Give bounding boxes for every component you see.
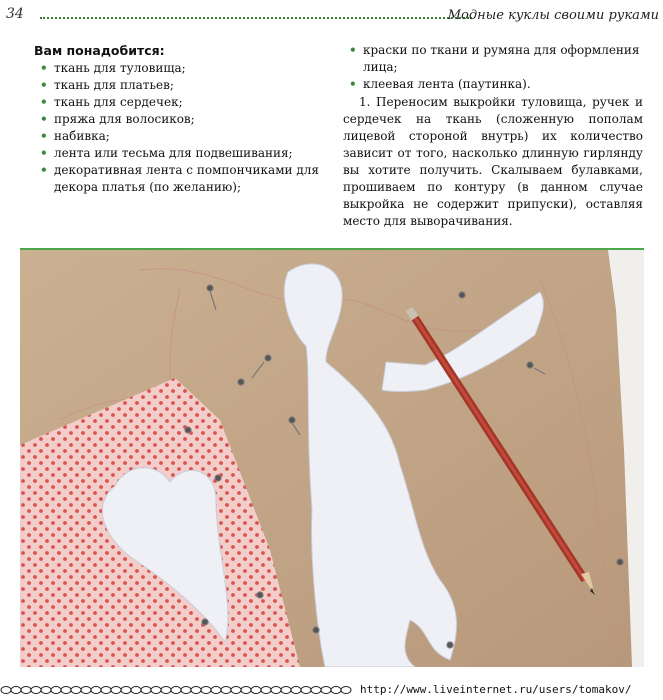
list-item: • клеевая лента (паутинка). [349,77,531,91]
photo-illustration [20,250,644,667]
bullet-icon: • [40,112,48,126]
page-number: 34 [6,6,24,22]
list-item: • краски по ткани и румяна для оформления лица; [349,43,640,74]
materials-heading: Вам понадобится: [34,43,165,58]
bullet-icon: • [40,61,48,75]
materials-list [34,60,330,196]
list-item: • набивка; [40,129,110,143]
list-item: • пряжа для волосиков; [40,112,195,126]
book-title: Модные куклы своими руками [447,8,659,23]
instruction-paragraph: 1. Переносим выкройки туловища, ручек и сердечек на ткань (сложенную пополам лицевой стороной внутрь) их количество зависит от того, насколько длинную гирлянду вы хотите получить. Скалываем булавками, прошиваем по контуру (в данном случае выкройка не содержит припуски), оставляя место для выворачивания. [343,95,643,228]
sewing-pattern-photo [20,248,644,667]
bullet-icon: • [40,163,48,177]
bullet-icon: • [349,43,357,57]
list-item: • ткань для платьев; [40,78,174,92]
list-item: • ткань для сердечек; [40,95,183,109]
bullet-icon: • [40,95,48,109]
source-url[interactable]: http://www.liveinternet.ru/users/tomakov/ [360,683,632,696]
materials-list-continued [343,42,643,93]
list-item: • лента или тесьма для подвешивания; [40,146,293,160]
header-rule [40,17,472,19]
bullet-icon: • [40,146,48,160]
list-item: • декоративная лента с помпончиками для декора платья (по желанию); [40,163,319,194]
list-item: • ткань для туловища; [40,61,186,75]
instructions-column [343,42,643,230]
bullet-icon: • [40,78,48,92]
decorative-chain-border [0,684,355,696]
bullet-icon: • [40,129,48,143]
materials-column [34,42,330,196]
bullet-icon: • [349,77,357,91]
